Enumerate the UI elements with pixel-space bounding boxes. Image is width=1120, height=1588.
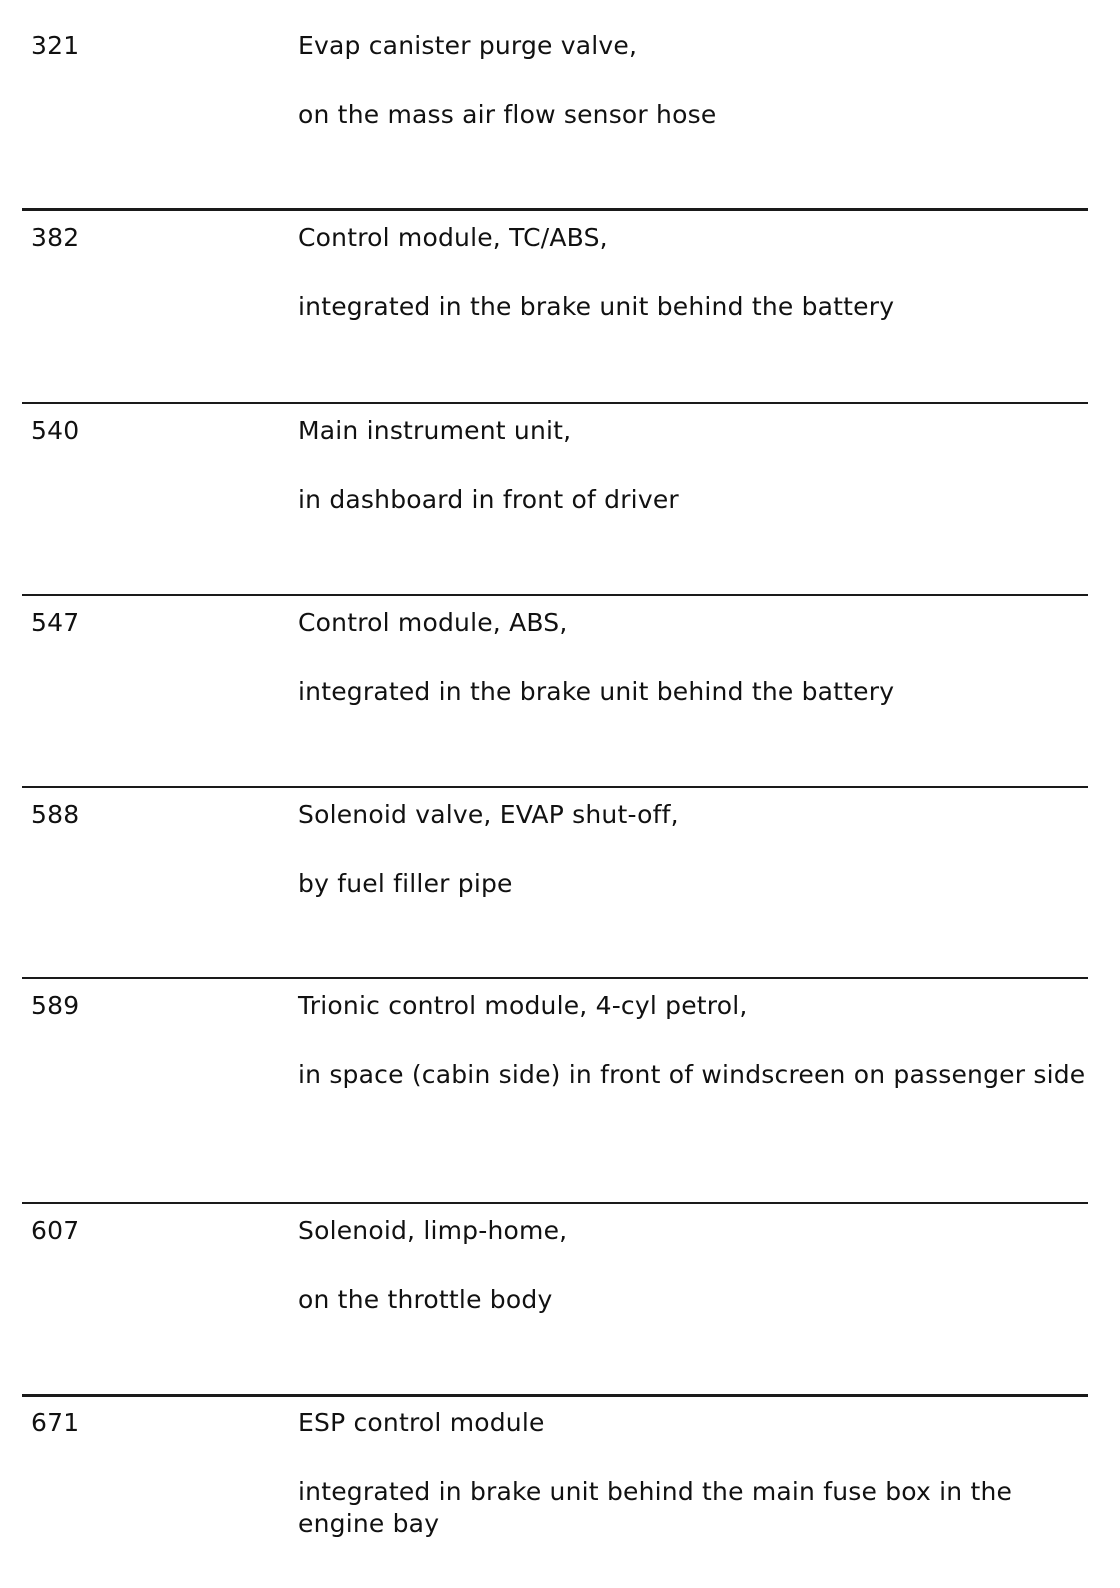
component-code: 547 bbox=[31, 608, 80, 637]
component-location: integrated in brake unit behind the main fuse box in the engine bay bbox=[298, 1477, 1013, 1538]
component-code: 321 bbox=[31, 31, 80, 60]
component-location: by fuel filler pipe bbox=[298, 869, 513, 898]
component-title: Control module, TC/ABS, bbox=[298, 223, 608, 252]
row-divider bbox=[22, 208, 1088, 211]
component-code: 607 bbox=[31, 1216, 80, 1245]
row-divider bbox=[22, 1202, 1088, 1204]
component-code: 540 bbox=[31, 416, 80, 445]
component-title: Evap canister purge valve, bbox=[298, 31, 638, 60]
component-title: Solenoid valve, EVAP shut-off, bbox=[298, 800, 679, 829]
component-location: on the mass air flow sensor hose bbox=[298, 100, 717, 129]
component-code: 588 bbox=[31, 800, 80, 829]
component-title: Trionic control module, 4-cyl petrol, bbox=[298, 991, 748, 1020]
component-location: in space (cabin side) in front of windscreen on passenger side bbox=[298, 1060, 1086, 1089]
component-location: on the throttle body bbox=[298, 1285, 553, 1314]
row-divider bbox=[22, 977, 1088, 979]
row-divider bbox=[22, 1394, 1088, 1397]
component-title: Main instrument unit, bbox=[298, 416, 572, 445]
component-code: 382 bbox=[31, 223, 80, 252]
component-title: Control module, ABS, bbox=[298, 608, 568, 637]
component-location: in dashboard in front of driver bbox=[298, 485, 679, 514]
row-divider bbox=[22, 594, 1088, 596]
row-divider bbox=[22, 402, 1088, 404]
component-title: Solenoid, limp-home, bbox=[298, 1216, 568, 1245]
component-code: 589 bbox=[31, 991, 80, 1020]
component-code: 671 bbox=[31, 1408, 80, 1437]
row-divider bbox=[22, 786, 1088, 788]
component-location: integrated in the brake unit behind the battery bbox=[298, 292, 895, 321]
component-location: integrated in the brake unit behind the battery bbox=[298, 677, 895, 706]
component-title: ESP control module bbox=[298, 1408, 545, 1437]
